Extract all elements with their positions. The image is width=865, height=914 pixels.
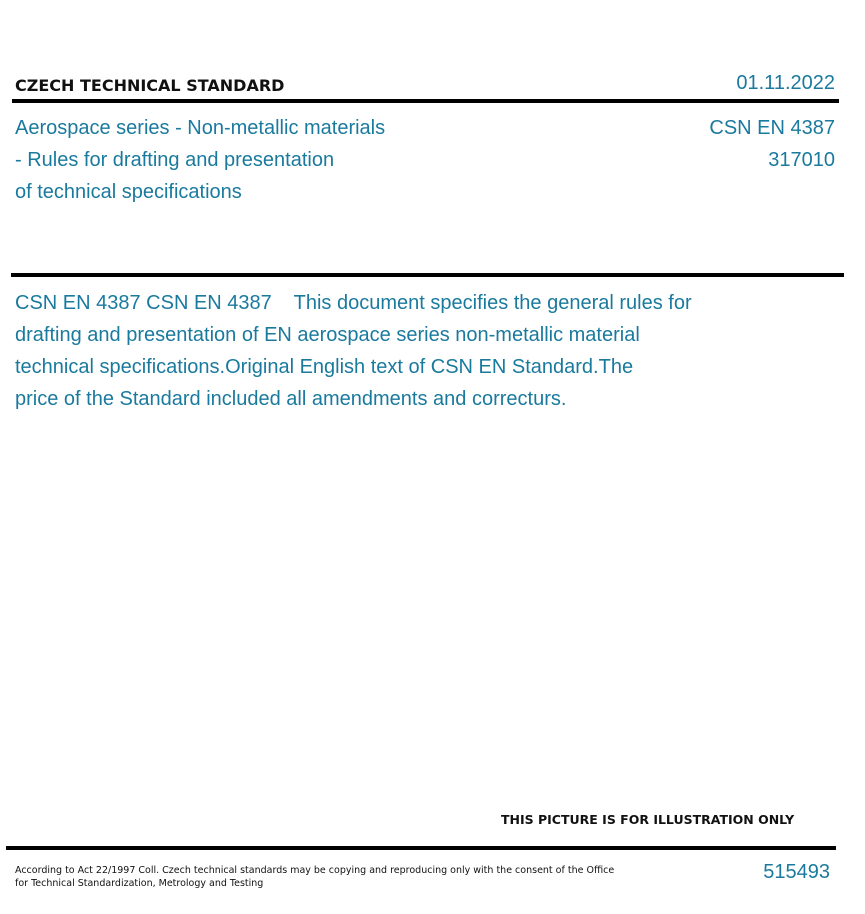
standard-description xyxy=(15,287,755,415)
description-line: price of the Standard included all amendments and correcturs. xyxy=(15,388,567,410)
description-line: drafting and presentation of EN aerospace series non-metallic material xyxy=(15,324,640,346)
description-line: technical specifications.Original English text of CSN EN Standard.The xyxy=(15,356,634,378)
copyright-note xyxy=(15,864,614,890)
standard-title-line: - Rules for drafting and presentation xyxy=(15,149,335,171)
standard-title-line: Aerospace series - Non-metallic materials xyxy=(15,117,386,139)
document-heading: CZECH TECHNICAL STANDARD xyxy=(15,76,285,95)
standard-code: CSN EN 4387 xyxy=(709,117,835,139)
standard-title xyxy=(15,112,495,208)
publication-date: 01.11.2022 xyxy=(736,72,835,94)
copyright-note-line: for Technical Standardization, Metrology and Testing xyxy=(15,878,264,889)
description-line: CSN EN 4387 CSN EN 4387 This document specifies the general rules for xyxy=(15,292,692,314)
top-divider xyxy=(12,99,839,103)
copyright-note-line: According to Act 22/1997 Coll. Czech technical standards may be copying and reproducing only with the consent of the Office xyxy=(15,865,615,876)
catalog-number: 515493 xyxy=(763,861,830,883)
standard-identifiers xyxy=(709,112,835,176)
bottom-divider xyxy=(6,846,836,850)
middle-divider xyxy=(11,273,844,277)
classification-number: 317010 xyxy=(768,149,835,171)
illustration-notice: THIS PICTURE IS FOR ILLUSTRATION ONLY xyxy=(501,812,795,827)
standard-title-line: of technical specifications xyxy=(15,181,242,203)
